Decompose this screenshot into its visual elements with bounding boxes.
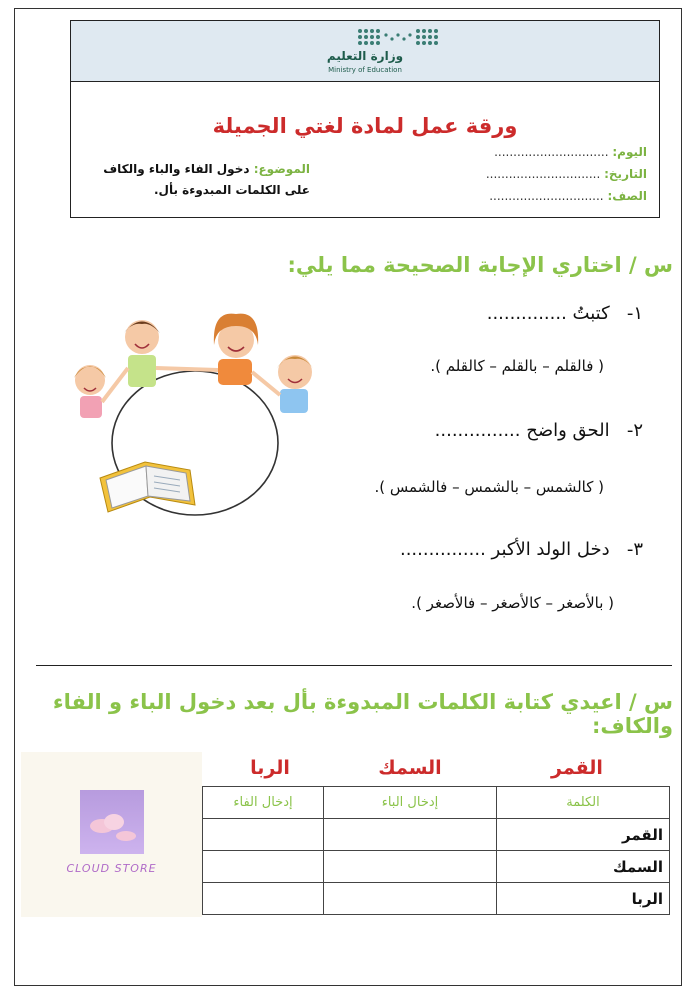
subject-line-2: على الكلمات المبدوءة بأل.: [153, 183, 310, 197]
q1-item-1-options: ( فالقلم – بالقلم – كالقلم ).: [430, 357, 604, 375]
word-header-1: القمر: [551, 757, 603, 779]
worksheet-title: ورقة عمل لمادة لغتي الجميلة: [212, 114, 518, 138]
q1-item-1-text[interactable]: كتبتُ ..............: [486, 303, 610, 324]
answer-cell-baa[interactable]: [324, 851, 497, 883]
q1-item-2: [435, 420, 643, 441]
answer-cell-faa[interactable]: [203, 883, 324, 915]
row-word: السمك: [497, 851, 670, 883]
words-table: [202, 786, 670, 915]
answer-cell-faa[interactable]: [203, 819, 324, 851]
question-1-title: س / اختاري الإجابة الصحيحة مما يلي:: [287, 253, 673, 277]
class-field[interactable]: [489, 189, 647, 203]
q1-item-2-options: ( كالشمس – بالشمس – فالشمس ).: [374, 478, 604, 496]
q1-item-3-options: ( بالأصغر – كالأصغر – فالأصغر ).: [411, 594, 614, 612]
q1-item-1-number: ١-: [626, 303, 643, 324]
q1-item-3: [400, 539, 643, 560]
class-blank: ..............................: [489, 189, 604, 203]
cloud-image: [80, 790, 144, 854]
q1-item-3-number: ٣-: [626, 539, 643, 560]
cloud-store-text: CLOUD STORE: [66, 862, 157, 875]
date-label: التاريخ:: [604, 167, 647, 181]
header-with-baa: إدخال الباء: [324, 787, 497, 819]
question-2-title-line-2: والكاف:: [591, 714, 673, 738]
word-header-2: السمك: [378, 757, 442, 779]
question-2-title-line-1: س / اعيدي كتابة الكلمات المبدوءة بأل بعد دخول الباء و الفاء: [52, 690, 673, 714]
table-row: [203, 883, 670, 915]
worksheet-header: [70, 20, 660, 218]
answer-cell-baa[interactable]: [324, 883, 497, 915]
q1-item-2-text[interactable]: الحق واضح ...............: [434, 420, 610, 441]
ministry-name-english: Ministry of Education: [328, 66, 402, 74]
date-blank: ..............................: [485, 167, 601, 181]
question-2-title: [23, 690, 673, 738]
day-field[interactable]: [494, 145, 647, 159]
answer-cell-baa[interactable]: [324, 819, 497, 851]
answer-cell-faa[interactable]: [203, 851, 324, 883]
ministry-logo-icon: [356, 27, 440, 47]
ministry-name-arabic: وزارة التعليم: [326, 49, 404, 63]
header-word: الكلمة: [497, 787, 670, 819]
row-word: القمر: [497, 819, 670, 851]
cloud-store-watermark: [21, 752, 202, 917]
row-word: الربا: [497, 883, 670, 915]
subject-line-1: دخول الفاء والباء والكاف: [103, 162, 250, 176]
subject-label: الموضوع:: [253, 162, 310, 176]
date-field[interactable]: [486, 167, 647, 181]
q1-item-2-number: ٢-: [626, 420, 643, 441]
table-row: [203, 819, 670, 851]
children-globe-illustration: [60, 300, 335, 525]
q1-item-3-text[interactable]: دخل الولد الأكبر ...............: [399, 539, 610, 560]
table-row: [203, 851, 670, 883]
subject-block: [85, 159, 310, 201]
word-header-3: الربا: [250, 757, 290, 779]
q1-item-1: [487, 303, 643, 324]
class-label: الصف:: [607, 189, 647, 203]
day-blank: ..............................: [494, 145, 609, 159]
header-with-faa: إدخال الفاء: [203, 787, 324, 819]
ministry-band: [71, 21, 659, 82]
table-header-row: [203, 787, 670, 819]
cloud-icon: [80, 790, 144, 854]
section-divider: [36, 665, 672, 666]
day-label: اليوم:: [612, 145, 647, 159]
